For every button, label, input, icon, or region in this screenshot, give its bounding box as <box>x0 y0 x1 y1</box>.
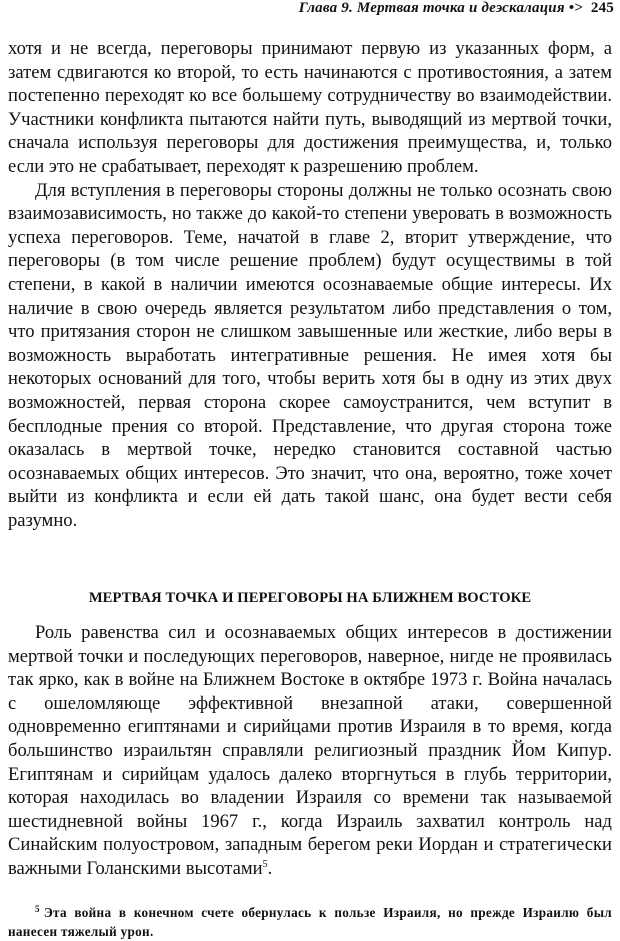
main-text <box>8 37 612 532</box>
section-paragraph-text: Роль равенства сил и осознаваемых общих интересов в достижении мертвой точки и последующих переговоров, наверное, нигде не проявилась так ярко, как в войне на Ближнем Востоке в октябре 1973 г. Война началась с ошеломляюще эффективной внезапной атаки, совершенной одновременно египтянами и сирийцами против Израиля в то время, когда большинство израильтян справляли религиозный праздник Йом Кипур. Египтянам и сирийцам удалось далеко вторгнуться в глубь территории, которая находилась во владении Израиля со времени так называемой шестидневной войны 1967 г., когда Израиль захватил контроль над Синайским полуостровом, западным берегом реки Иордан и стратегически важными Голанскими высотами <box>8 622 612 879</box>
paragraph: Для вступления в переговоры стороны должны не только осознать свою взаимозависимость, но также до какой-то степени уверовать в возможность успеха переговоров. Теме, начатой в главе 2, вторит утверждение, что переговоры (в том числе решение проблем) будут осуществимы в той степени, в какой в наличии имеются осознаваемые общие интересы. Их наличие в свою очередь является результатом либо представления о том, что притязания сторон не слишком завышенные или жесткие, либо веры в возможность выработать интегративные решения. Не имея хотя бы некоторых оснований для того, чтобы верить хотя бы в одну из этих двух возможностей, первая сторона скорее самоустранится, чем вступит в бесплодные прения со второй. Представление, что другая сторона тоже оказалась в мертвой точке, нередко становится составной частью осознаваемых общих интересов. Это значит, что она, вероятно, тоже хочет выйти из конфликта и если ей дать такой шанс, она будет вести себя разумно. <box>8 179 612 531</box>
footnote-reference: 5 <box>262 858 268 870</box>
running-header <box>6 0 614 22</box>
footnote-mark: 5 <box>35 903 40 914</box>
paragraph-continuation: хотя и не всегда, переговоры принимают первую из указанных форм, а затем сдвигаются ко второй, то есть начинаются с противостояния, а затем постепенно переходят ко все большему сотрудничеству во взаимодействии. Участники конфликта пытаются найти путь, выводящий из мертвой точки, сначала используя переговоры для достижения преимущества, и, только если это не срабатывает, переходят к разрешению проблем. <box>8 38 612 177</box>
section-text <box>8 621 612 881</box>
footnote <box>8 903 612 941</box>
page-number: 245 <box>590 0 614 16</box>
section-paragraph: Роль равенства сил и осознаваемых общих интересов в достижении мертвой точки и последующих переговоров, наверное, нигде не проявилась так ярко, как в войне на Ближнем Востоке в октябре 1973 г. Война началась с ошеломляюще эффективной внезапной атаки, совершенной одновременно египтянами и сирийцами против Израиля в то время, когда большинство израильтян справляли религиозный праздник Йом Кипур. Египтянам и сирийцам удалось далеко вторгнуться в глубь территории, которая находилась во владении Израиля со времени так называемой шестидневной войны 1967 г., когда Израиль захватил контроль над Синайским полуостровом, западным берегом реки Иордан и стратегически важными Голанскими высотами$^5$. <box>8 622 612 879</box>
section-heading: МЕРТВАЯ ТОЧКА И ПЕРЕГОВОРЫ НА БЛИЖНЕМ ВОСТОКЕ <box>88 590 532 606</box>
running-title: Глава 9. Мертвая точка и деэскалация <box>298 0 565 16</box>
header-separator: •> <box>568 0 583 16</box>
footnote-text: Эта война в конечном счете обернулась к пользе Израиля, но прежде Израилю был нанесен тяжелый урон. <box>8 905 612 939</box>
